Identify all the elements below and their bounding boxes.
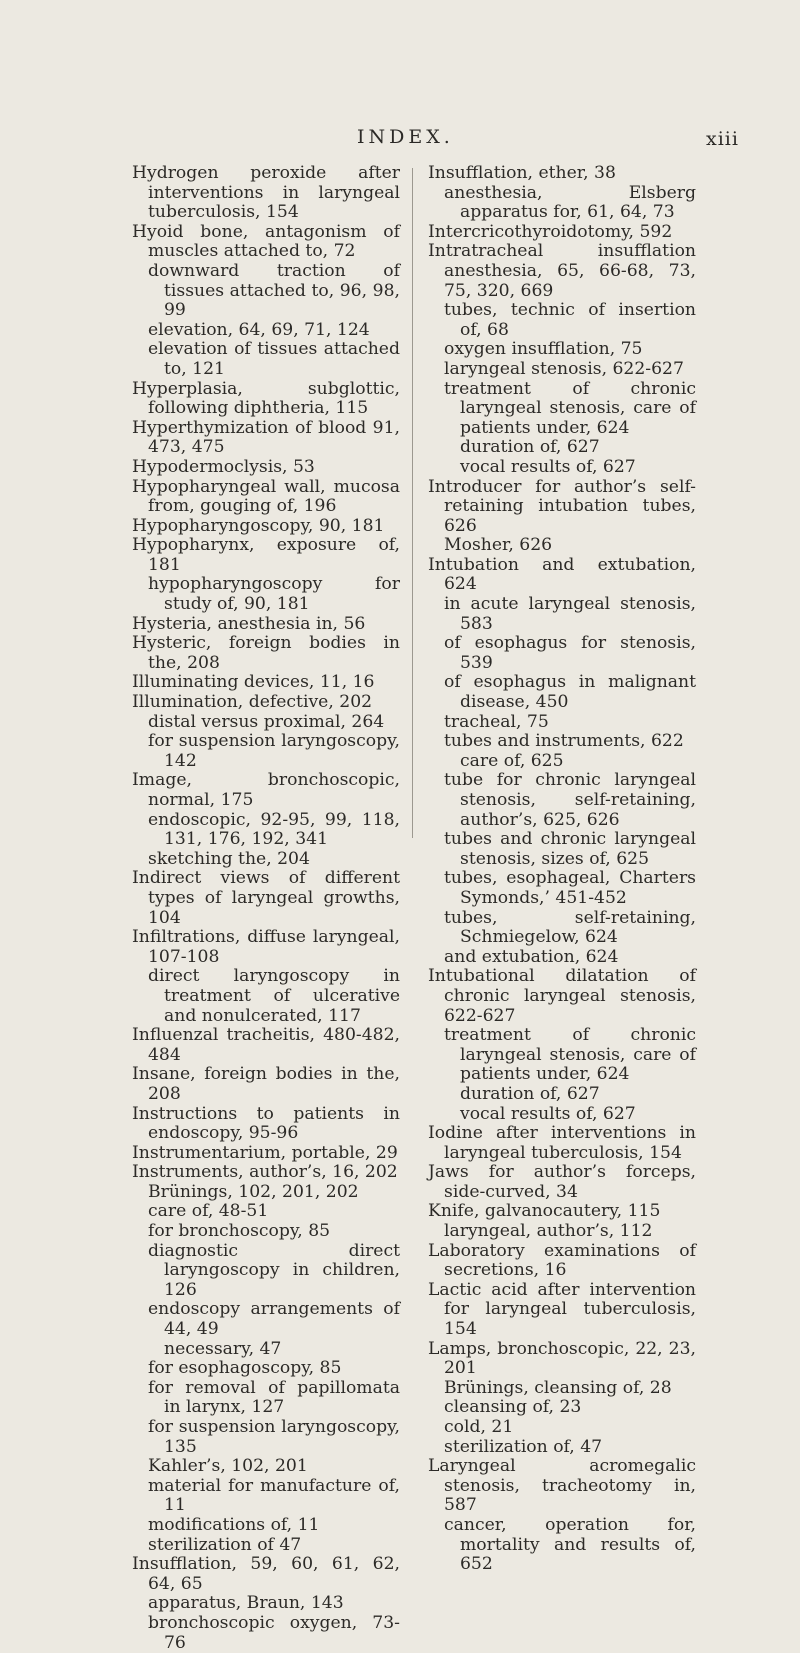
index-subentry: elevation of tissues attached to, 121 xyxy=(148,339,400,379)
index-subentry: care of, 48-51 xyxy=(148,1201,269,1222)
index-subentry: in acute laryngeal stenosis, 583 xyxy=(444,594,696,634)
index-entry: Hyperplasia, subglottic, following diphtheria, 115 xyxy=(132,378,400,419)
page-header xyxy=(0,126,800,156)
index-subentry: direct laryngoscopy in treatment of ulcerative and nonulcerated, 117 xyxy=(148,966,400,1026)
index-entry: Infiltrations, diffuse laryngeal, 107-108 xyxy=(132,927,400,967)
index-entry: Indirect views of different types of laryngeal growths, 104 xyxy=(132,868,400,928)
index-subentry: hypopharyngoscopy for study of, 90, 181 xyxy=(148,574,400,615)
index-subentry: endoscopic, 92-95, 99, 118, 131, 176, 192, 341 xyxy=(148,809,400,850)
index-subentry: diagnostic direct laryngoscopy in children, 126 xyxy=(148,1240,400,1300)
index-entry: Influenzal tracheitis, 480-482, 484 xyxy=(132,1025,400,1065)
index-subentry: treatment of chronic laryngeal stenosis, care of patients under, 624 xyxy=(444,1025,696,1085)
index-entry: Knife, galvanocautery, 115 xyxy=(428,1201,661,1222)
index-column-right xyxy=(428,164,696,1575)
index-subentry: anesthesia, Elsberg apparatus for, 61, 64, 73 xyxy=(444,182,696,223)
index-entry: Hypodermoclysis, 53 xyxy=(132,456,315,477)
index-subentry: vocal results of, 627 xyxy=(460,1103,636,1124)
index-entry: Laboratory examinations of secretions, 16 xyxy=(428,1240,696,1281)
index-entry: Hypopharynx, exposure of, 181 xyxy=(132,535,400,575)
index-entry: Hyoid bone, antagonism of muscles attached to, 72 xyxy=(132,221,400,262)
index-subentry: duration of, 627 xyxy=(460,1083,600,1104)
index-subentry: Mosher, 626 xyxy=(444,535,553,556)
index-subentry: oxygen insufflation, 75 xyxy=(444,339,643,360)
index-subentry: of esophagus for stenosis, 539 xyxy=(444,633,696,673)
index-entry: Hypopharyngeal wall, mucosa from, gouging of, 196 xyxy=(132,476,400,517)
index-subentry: endoscopy arrangements of 44, 49 xyxy=(148,1299,400,1340)
page-number: xiii xyxy=(706,128,739,150)
index-entry: Intratracheal insufflation anesthesia, 65, 66-68, 73, 75, 320, 669 xyxy=(428,241,696,301)
index-subentry: of esophagus in malignant disease, 450 xyxy=(444,672,696,713)
index-entry: Intubational dilatation of chronic laryngeal stenosis, 622-627 xyxy=(428,966,696,1026)
index-entry: Instrumentarium, portable, 29 xyxy=(132,1142,398,1163)
index-subentry: for suspension laryngoscopy, 135 xyxy=(148,1417,400,1457)
index-subentry: for esophagoscopy, 85 xyxy=(148,1358,342,1379)
index-subentry: Brünings, cleansing of, 28 xyxy=(444,1377,672,1398)
index-entry: Introducer for author’s self-retaining intubation tubes, 626 xyxy=(428,476,696,536)
index-subentry: for removal of papillomata in larynx, 127 xyxy=(148,1377,400,1418)
index-entry: Hypopharyngoscopy, 90, 181 xyxy=(132,515,385,536)
index-subentry: tubes, esophageal, Charters Symonds,’ 451-452 xyxy=(444,868,696,908)
index-subentry: sterilization of, 47 xyxy=(444,1436,603,1457)
index-subentry: and extubation, 624 xyxy=(444,946,619,967)
index-entry: Lamps, bronchoscopic, 22, 23, 201 xyxy=(428,1338,696,1379)
page-title: INDEX. xyxy=(357,126,454,148)
index-subentry: sketching the, 204 xyxy=(148,848,310,869)
index-entry: Hydrogen peroxide after interventions in laryngeal tuberculosis, 154 xyxy=(132,163,400,223)
index-subentry: material for manufacture of, 11 xyxy=(148,1475,400,1516)
index-subentry: cancer, operation for, mortality and results of, 652 xyxy=(444,1514,696,1575)
index-subentry: tubes and chronic laryngeal stenosis, sizes of, 625 xyxy=(444,829,696,869)
index-entry: Illumination, defective, 202 xyxy=(132,692,373,713)
index-subentry: tracheal, 75 xyxy=(444,711,549,732)
index-subentry: tubes, self-retaining, Schmiegelow, 624 xyxy=(444,907,696,948)
index-subentry: care of, 625 xyxy=(460,750,564,771)
index-subentry: bronchoscopic oxygen, 73-76 xyxy=(148,1612,400,1653)
index-subentry: distal versus proximal, 264 xyxy=(148,711,385,732)
index-entry: Hysteric, foreign bodies in the, 208 xyxy=(132,633,400,673)
index-subentry: tube for chronic laryngeal stenosis, self-retaining, author’s, 625, 626 xyxy=(444,770,696,830)
index-entry: Iodine after interventions in laryngeal tuberculosis, 154 xyxy=(428,1123,696,1163)
index-entry: Hyperthymization of blood 91, 473, 475 xyxy=(132,417,400,458)
index-subentry: vocal results of, 627 xyxy=(460,456,636,477)
index-entry: Intercricothyroidotomy, 592 xyxy=(428,221,673,242)
index-subentry: apparatus, Braun, 143 xyxy=(148,1593,344,1614)
index-subentry: necessary, 47 xyxy=(164,1338,282,1359)
index-subentry: tubes and instruments, 622 xyxy=(444,731,684,752)
index-entry: Intubation and extubation, 624 xyxy=(428,554,696,595)
index-subentry: sterilization of 47 xyxy=(148,1534,302,1555)
index-entry: Insufflation, 59, 60, 61, 62, 64, 65 xyxy=(132,1554,400,1594)
index-column-left xyxy=(132,164,400,1653)
index-subentry: treatment of chronic laryngeal stenosis, care of patients under, 624 xyxy=(444,378,696,438)
index-entry: Hysteria, anesthesia in, 56 xyxy=(132,613,366,634)
index-entry: Jaws for author’s forceps, side-curved, 34 xyxy=(428,1162,696,1202)
index-subentry: cold, 21 xyxy=(444,1417,514,1437)
index-entry: Illuminating devices, 11, 16 xyxy=(132,672,375,693)
index-entry: Image, bronchoscopic, normal, 175 xyxy=(132,770,400,810)
index-entry: Insufflation, ether, 38 xyxy=(428,163,616,183)
index-subentry: modifications of, 11 xyxy=(148,1514,320,1535)
index-entry: Lactic acid after intervention for laryngeal tuberculosis, 154 xyxy=(428,1279,696,1340)
index-entry: Instructions to patients in endoscopy, 95-96 xyxy=(132,1103,400,1144)
index-entry: Instruments, author’s, 16, 202 xyxy=(132,1162,398,1183)
index-subentry: laryngeal stenosis, 622-627 xyxy=(444,358,684,379)
index-entry: Insane, foreign bodies in the, 208 xyxy=(132,1064,400,1104)
column-divider xyxy=(412,168,413,838)
index-subentry: cleansing of, 23 xyxy=(444,1397,582,1418)
index-subentry: Kahler’s, 102, 201 xyxy=(148,1456,308,1477)
index-subentry: for suspension laryngoscopy, 142 xyxy=(148,731,400,771)
index-subentry: duration of, 627 xyxy=(460,437,600,458)
index-subentry: laryngeal, author’s, 112 xyxy=(444,1221,653,1242)
index-subentry: downward traction of tissues attached to, 96, 98, 99 xyxy=(148,260,400,321)
index-subentry: elevation, 64, 69, 71, 124 xyxy=(148,319,370,340)
index-subentry: tubes, technic of insertion of, 68 xyxy=(444,300,696,340)
index-entry: Laryngeal acromegalic stenosis, tracheotomy in, 587 xyxy=(428,1456,696,1516)
index-subentry: Brünings, 102, 201, 202 xyxy=(148,1181,359,1202)
index-subentry: for bronchoscopy, 85 xyxy=(148,1221,331,1242)
